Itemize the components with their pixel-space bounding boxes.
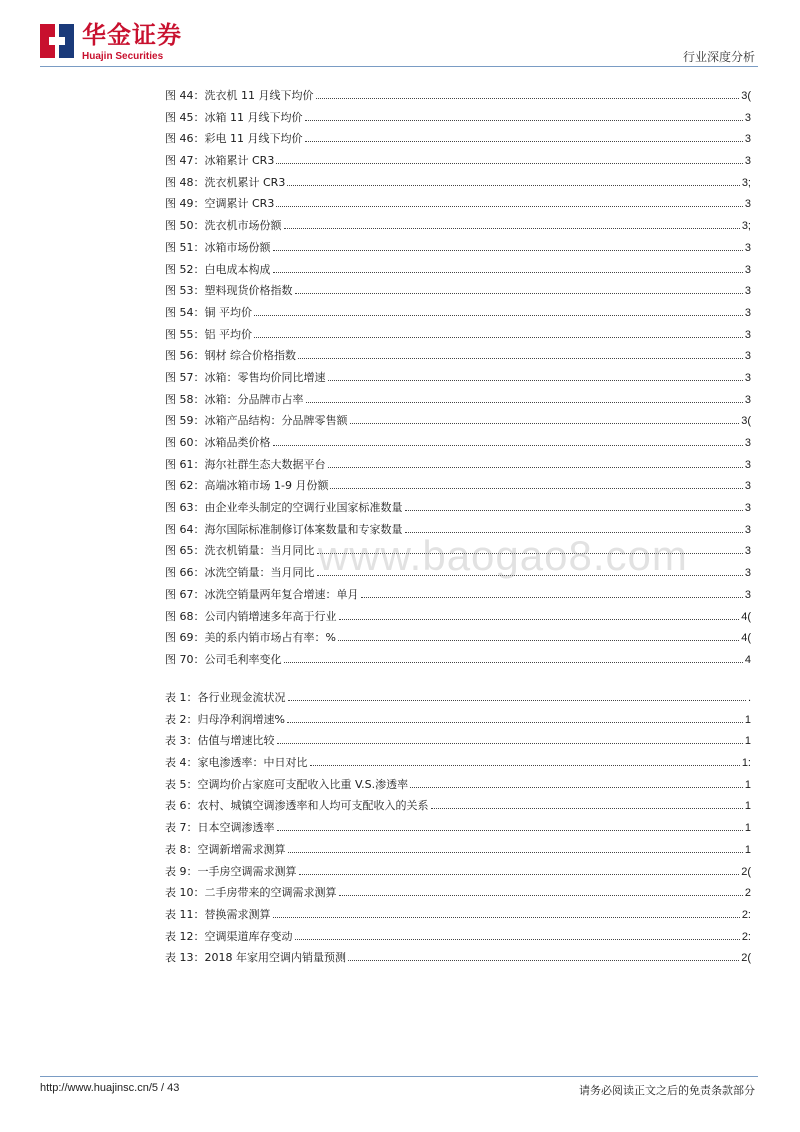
entry-label: 表 2： — [165, 712, 198, 726]
leader-dots — [277, 733, 743, 744]
entry-page-number: 3 — [744, 437, 751, 449]
footer-divider — [40, 1076, 758, 1077]
entry-title: 空调均价占家庭可支配收入比重 V.S.渗透率 — [197, 777, 409, 791]
leader-dots — [276, 153, 743, 164]
table-entry[interactable] — [165, 864, 751, 886]
leader-dots — [254, 305, 743, 316]
entry-title: 公司毛利率变化 — [204, 652, 282, 666]
figure-entry[interactable] — [165, 88, 751, 110]
entry-label: 表 12： — [165, 929, 205, 943]
entry-label: 图 47： — [165, 154, 205, 168]
entry-page-number: 2( — [741, 865, 751, 878]
entry-page-number: 3 — [744, 567, 751, 580]
leader-dots — [295, 283, 743, 294]
entry-label: 图 55： — [165, 327, 205, 341]
leader-dots — [287, 712, 743, 723]
leader-dots — [305, 131, 743, 142]
leader-dots — [284, 218, 740, 229]
entry-title: 2018 年家用空调内销量预测 — [204, 951, 346, 965]
table-list — [165, 690, 751, 972]
entry-page-number: 1 — [744, 735, 751, 748]
entry-label: 表 9： — [165, 864, 198, 878]
entry-page-number: 3 — [744, 458, 751, 471]
leader-dots — [254, 327, 743, 338]
leader-dots — [306, 392, 743, 403]
leader-dots — [273, 240, 743, 251]
entry-label: 图 50： — [165, 219, 205, 233]
entry-label: 图 65： — [165, 544, 205, 558]
entry-label: 图 58： — [165, 392, 205, 406]
entry-page-number: 2( — [741, 952, 751, 965]
entry-label: 表 7： — [165, 821, 198, 835]
brand-name-cn: 华金证券 — [82, 21, 182, 49]
figure-entry[interactable] — [165, 435, 751, 457]
entry-title: 钢材 综合价格指数 — [204, 349, 296, 363]
entry-label: 图 64： — [165, 522, 205, 536]
entry-title: 冰箱：分品牌市占率 — [204, 392, 304, 406]
leader-dots — [405, 500, 743, 511]
entry-label: 图 53： — [165, 284, 205, 298]
entry-label: 图 48： — [165, 175, 205, 189]
entry-title: 农村、城镇空调渗透率和人均可支配收入的关系 — [197, 799, 429, 813]
entry-page-number: . — [747, 692, 751, 704]
leader-dots — [310, 755, 740, 766]
entry-label: 表 1： — [165, 691, 198, 704]
table-entry[interactable] — [165, 777, 751, 799]
entry-label: 图 52： — [165, 262, 205, 276]
entry-page-number: 3 — [744, 111, 751, 124]
entry-title: 各行业现金流状况 — [197, 691, 286, 704]
leader-dots — [350, 413, 740, 424]
leader-dots — [338, 630, 739, 641]
figure-entry[interactable] — [165, 305, 751, 327]
entry-page-number: 3 — [744, 545, 751, 558]
entry-page-number: 3 — [744, 480, 751, 493]
entry-title: 塑料现货价格指数 — [204, 284, 293, 298]
figure-entry[interactable] — [165, 327, 751, 349]
entry-title: 洗衣机销量：当月同比 — [204, 544, 315, 558]
entry-page-number: 4( — [741, 632, 751, 645]
entry-page-number: 1: — [741, 757, 751, 770]
entry-page-number: 2: — [741, 908, 751, 921]
table-entry[interactable] — [165, 733, 751, 755]
entry-page-number: 1 — [744, 778, 751, 791]
leader-dots — [277, 820, 743, 831]
figure-entry[interactable] — [165, 153, 751, 175]
entry-title: 冰箱市场份额 — [204, 240, 271, 254]
leader-dots — [348, 950, 739, 961]
entry-page-number: 3 — [744, 155, 751, 168]
entry-page-number: 3 — [744, 133, 751, 146]
leader-dots — [287, 175, 739, 186]
entry-page-number: 3 — [744, 502, 751, 515]
leader-dots — [288, 842, 743, 853]
leader-dots — [410, 777, 743, 788]
entry-page-number: 4( — [741, 610, 751, 623]
leader-dots — [273, 435, 743, 446]
figure-entry[interactable] — [165, 175, 751, 197]
entry-title: 冰箱累计 CR3 — [204, 154, 275, 168]
entry-page-number: 1 — [744, 822, 751, 835]
leader-dots — [284, 652, 743, 663]
entry-label: 表 6： — [165, 799, 198, 813]
figure-entry[interactable] — [165, 240, 751, 262]
leader-dots — [273, 262, 743, 273]
entry-label: 表 11： — [165, 907, 205, 921]
figure-list — [165, 88, 751, 674]
entry-title: 归母净利润增速% — [197, 712, 285, 726]
leader-dots — [299, 864, 740, 875]
entry-title: 冰箱 11 月线下均价 — [204, 110, 303, 124]
table-entry[interactable] — [165, 842, 751, 864]
footer-disclaimer: 请务必阅读正文之后的免责条款部分 — [579, 1084, 755, 1097]
entry-label: 图 61： — [165, 457, 205, 471]
leader-dots — [305, 110, 743, 121]
entry-page-number: 2: — [741, 930, 751, 943]
report-type: 行业深度分析 — [682, 50, 755, 64]
entry-page-number: 1 — [744, 800, 751, 813]
entry-page-number: 3 — [744, 393, 751, 406]
entry-title: 空调累计 CR3 — [204, 197, 275, 211]
leader-dots — [328, 457, 743, 468]
entry-title: 冰箱品类价格 — [204, 436, 271, 449]
entry-label: 图 45： — [165, 110, 205, 124]
entry-title: 由企业牵头制定的空调行业国家标准数量 — [204, 501, 403, 515]
entry-title: 估值与增速比较 — [197, 734, 275, 748]
figure-entry[interactable] — [165, 392, 751, 414]
figure-entry[interactable] — [165, 413, 751, 435]
figure-entry[interactable] — [165, 218, 751, 240]
entry-title: 冰箱：零售均价同比增速 — [204, 370, 326, 384]
leader-dots — [276, 196, 743, 207]
figure-entry[interactable] — [165, 500, 751, 522]
entry-title: 洗衣机 11 月线下均价 — [204, 89, 314, 102]
entry-label: 图 68： — [165, 609, 205, 623]
entry-title: 替换需求测算 — [204, 907, 271, 921]
entry-title: 二手房带来的空调需求测算 — [204, 886, 337, 900]
entry-page-number: 1 — [744, 843, 751, 856]
entry-title: 一手房空调需求测算 — [197, 864, 297, 878]
entry-title: 冰洗空销量：当月同比 — [204, 566, 315, 580]
entry-title: 洗衣机累计 CR3 — [204, 175, 286, 189]
entry-label: 图 66： — [165, 566, 205, 580]
entry-label: 图 56： — [165, 349, 205, 363]
table-entry[interactable] — [165, 885, 751, 907]
entry-page-number: 3 — [744, 523, 751, 536]
table-entry[interactable] — [165, 907, 751, 929]
table-entry[interactable] — [165, 820, 751, 842]
entry-page-number: 3 — [744, 241, 751, 254]
table-entry[interactable] — [165, 950, 751, 972]
entry-title: 白电成本构成 — [204, 262, 271, 276]
entry-title: 家电渗透率：中日对比 — [197, 756, 308, 770]
entry-title: 海尔社群生态大数据平台 — [204, 457, 326, 471]
table-entry[interactable] — [165, 690, 751, 712]
entry-page-number: 3 — [744, 198, 751, 211]
leader-dots — [361, 587, 743, 598]
entry-title: 洗衣机市场份额 — [204, 219, 282, 233]
entry-page-number: 3( — [741, 415, 751, 428]
figure-entry[interactable] — [165, 131, 751, 153]
figure-entry[interactable] — [165, 283, 751, 305]
entry-label: 图 57： — [165, 370, 205, 384]
entry-title: 彩电 11 月线下均价 — [204, 132, 303, 146]
brand-name-en: Huajin Securities — [82, 51, 164, 62]
entry-page-number: 3 — [744, 328, 751, 341]
entry-page-number: 4 — [744, 653, 751, 666]
entry-label: 图 62： — [165, 479, 205, 493]
entry-title: 铝 平均价 — [204, 327, 252, 341]
table-entry[interactable] — [165, 712, 751, 734]
figure-entry[interactable] — [165, 587, 751, 609]
entry-title: 公司内销增速多年高于行业 — [204, 609, 337, 623]
entry-label: 表 10： — [165, 886, 205, 900]
entry-title: 空调渠道库存变动 — [204, 929, 293, 943]
entry-label: 图 59： — [165, 414, 205, 428]
table-entry[interactable] — [165, 929, 751, 951]
entry-page-number: 3( — [741, 90, 751, 102]
entry-label: 图 67： — [165, 587, 205, 601]
leader-dots — [431, 798, 743, 809]
entry-page-number: 3 — [744, 306, 751, 319]
entry-page-number: 3 — [744, 285, 751, 298]
entry-label: 图 60： — [165, 436, 205, 449]
entry-title: 海尔国际标准制修订体案数量和专家数量 — [204, 522, 403, 536]
entry-title: 冰箱产品结构：分品牌零售额 — [204, 414, 348, 428]
figure-entry[interactable] — [165, 630, 751, 652]
entry-label: 图 69： — [165, 631, 205, 645]
leader-dots — [273, 907, 740, 918]
entry-page-number: 1 — [744, 713, 751, 726]
leader-dots — [339, 609, 740, 620]
figure-entry[interactable] — [165, 262, 751, 284]
leader-dots — [298, 348, 743, 359]
entry-title: 空调新增需求测算 — [197, 842, 286, 856]
leader-dots — [328, 370, 743, 381]
entry-label: 表 5： — [165, 777, 198, 791]
leader-dots — [295, 929, 740, 940]
entry-page-number: 3 — [744, 350, 751, 363]
table-entry[interactable] — [165, 755, 751, 777]
entry-title: 美的系内销市场占有率：% — [204, 631, 336, 645]
figure-entry[interactable] — [165, 478, 751, 500]
footer-url[interactable]: http://www.huajinsc.cn/5 / 43 — [40, 1082, 180, 1094]
figure-entry[interactable] — [165, 370, 751, 392]
entry-page-number: 3 — [744, 588, 751, 601]
entry-page-number: 3 — [744, 371, 751, 384]
leader-dots — [339, 885, 743, 896]
leader-dots — [330, 478, 742, 489]
watermark: www.baogao8.com — [318, 532, 688, 579]
entry-label: 图 51： — [165, 240, 205, 254]
huajin-logo-icon — [40, 24, 74, 58]
entry-label: 表 13： — [165, 951, 205, 965]
entry-label: 图 46： — [165, 132, 205, 146]
figure-entry[interactable] — [165, 110, 751, 132]
entry-label: 图 70： — [165, 652, 205, 666]
figure-entry[interactable] — [165, 196, 751, 218]
entry-label: 表 3： — [165, 734, 198, 748]
entry-title: 日本空调渗透率 — [197, 821, 275, 835]
entry-title: 高端冰箱市场 1-9 月份额 — [204, 479, 329, 493]
entry-label: 表 4： — [165, 756, 198, 770]
entry-label: 图 63： — [165, 501, 205, 515]
entry-page-number: 3; — [741, 176, 751, 189]
figure-entry[interactable] — [165, 457, 751, 479]
entry-page-number: 2 — [744, 887, 751, 900]
entry-label: 图 49： — [165, 197, 205, 211]
entry-label: 表 8： — [165, 842, 198, 856]
table-entry[interactable] — [165, 798, 751, 820]
entry-label: 图 54： — [165, 305, 205, 319]
entry-label: 图 44： — [165, 89, 205, 102]
leader-dots — [288, 690, 746, 701]
header-divider — [40, 66, 758, 67]
leader-dots — [316, 88, 740, 99]
figure-entry[interactable] — [165, 652, 751, 674]
figure-entry[interactable] — [165, 348, 751, 370]
figure-entry[interactable] — [165, 609, 751, 631]
entry-title: 冰洗空销量两年复合增速：单月 — [204, 587, 359, 601]
page-header — [0, 0, 800, 70]
entry-title: 铜 平均价 — [204, 305, 252, 319]
entry-page-number: 3 — [744, 263, 751, 276]
entry-page-number: 3; — [741, 220, 751, 233]
